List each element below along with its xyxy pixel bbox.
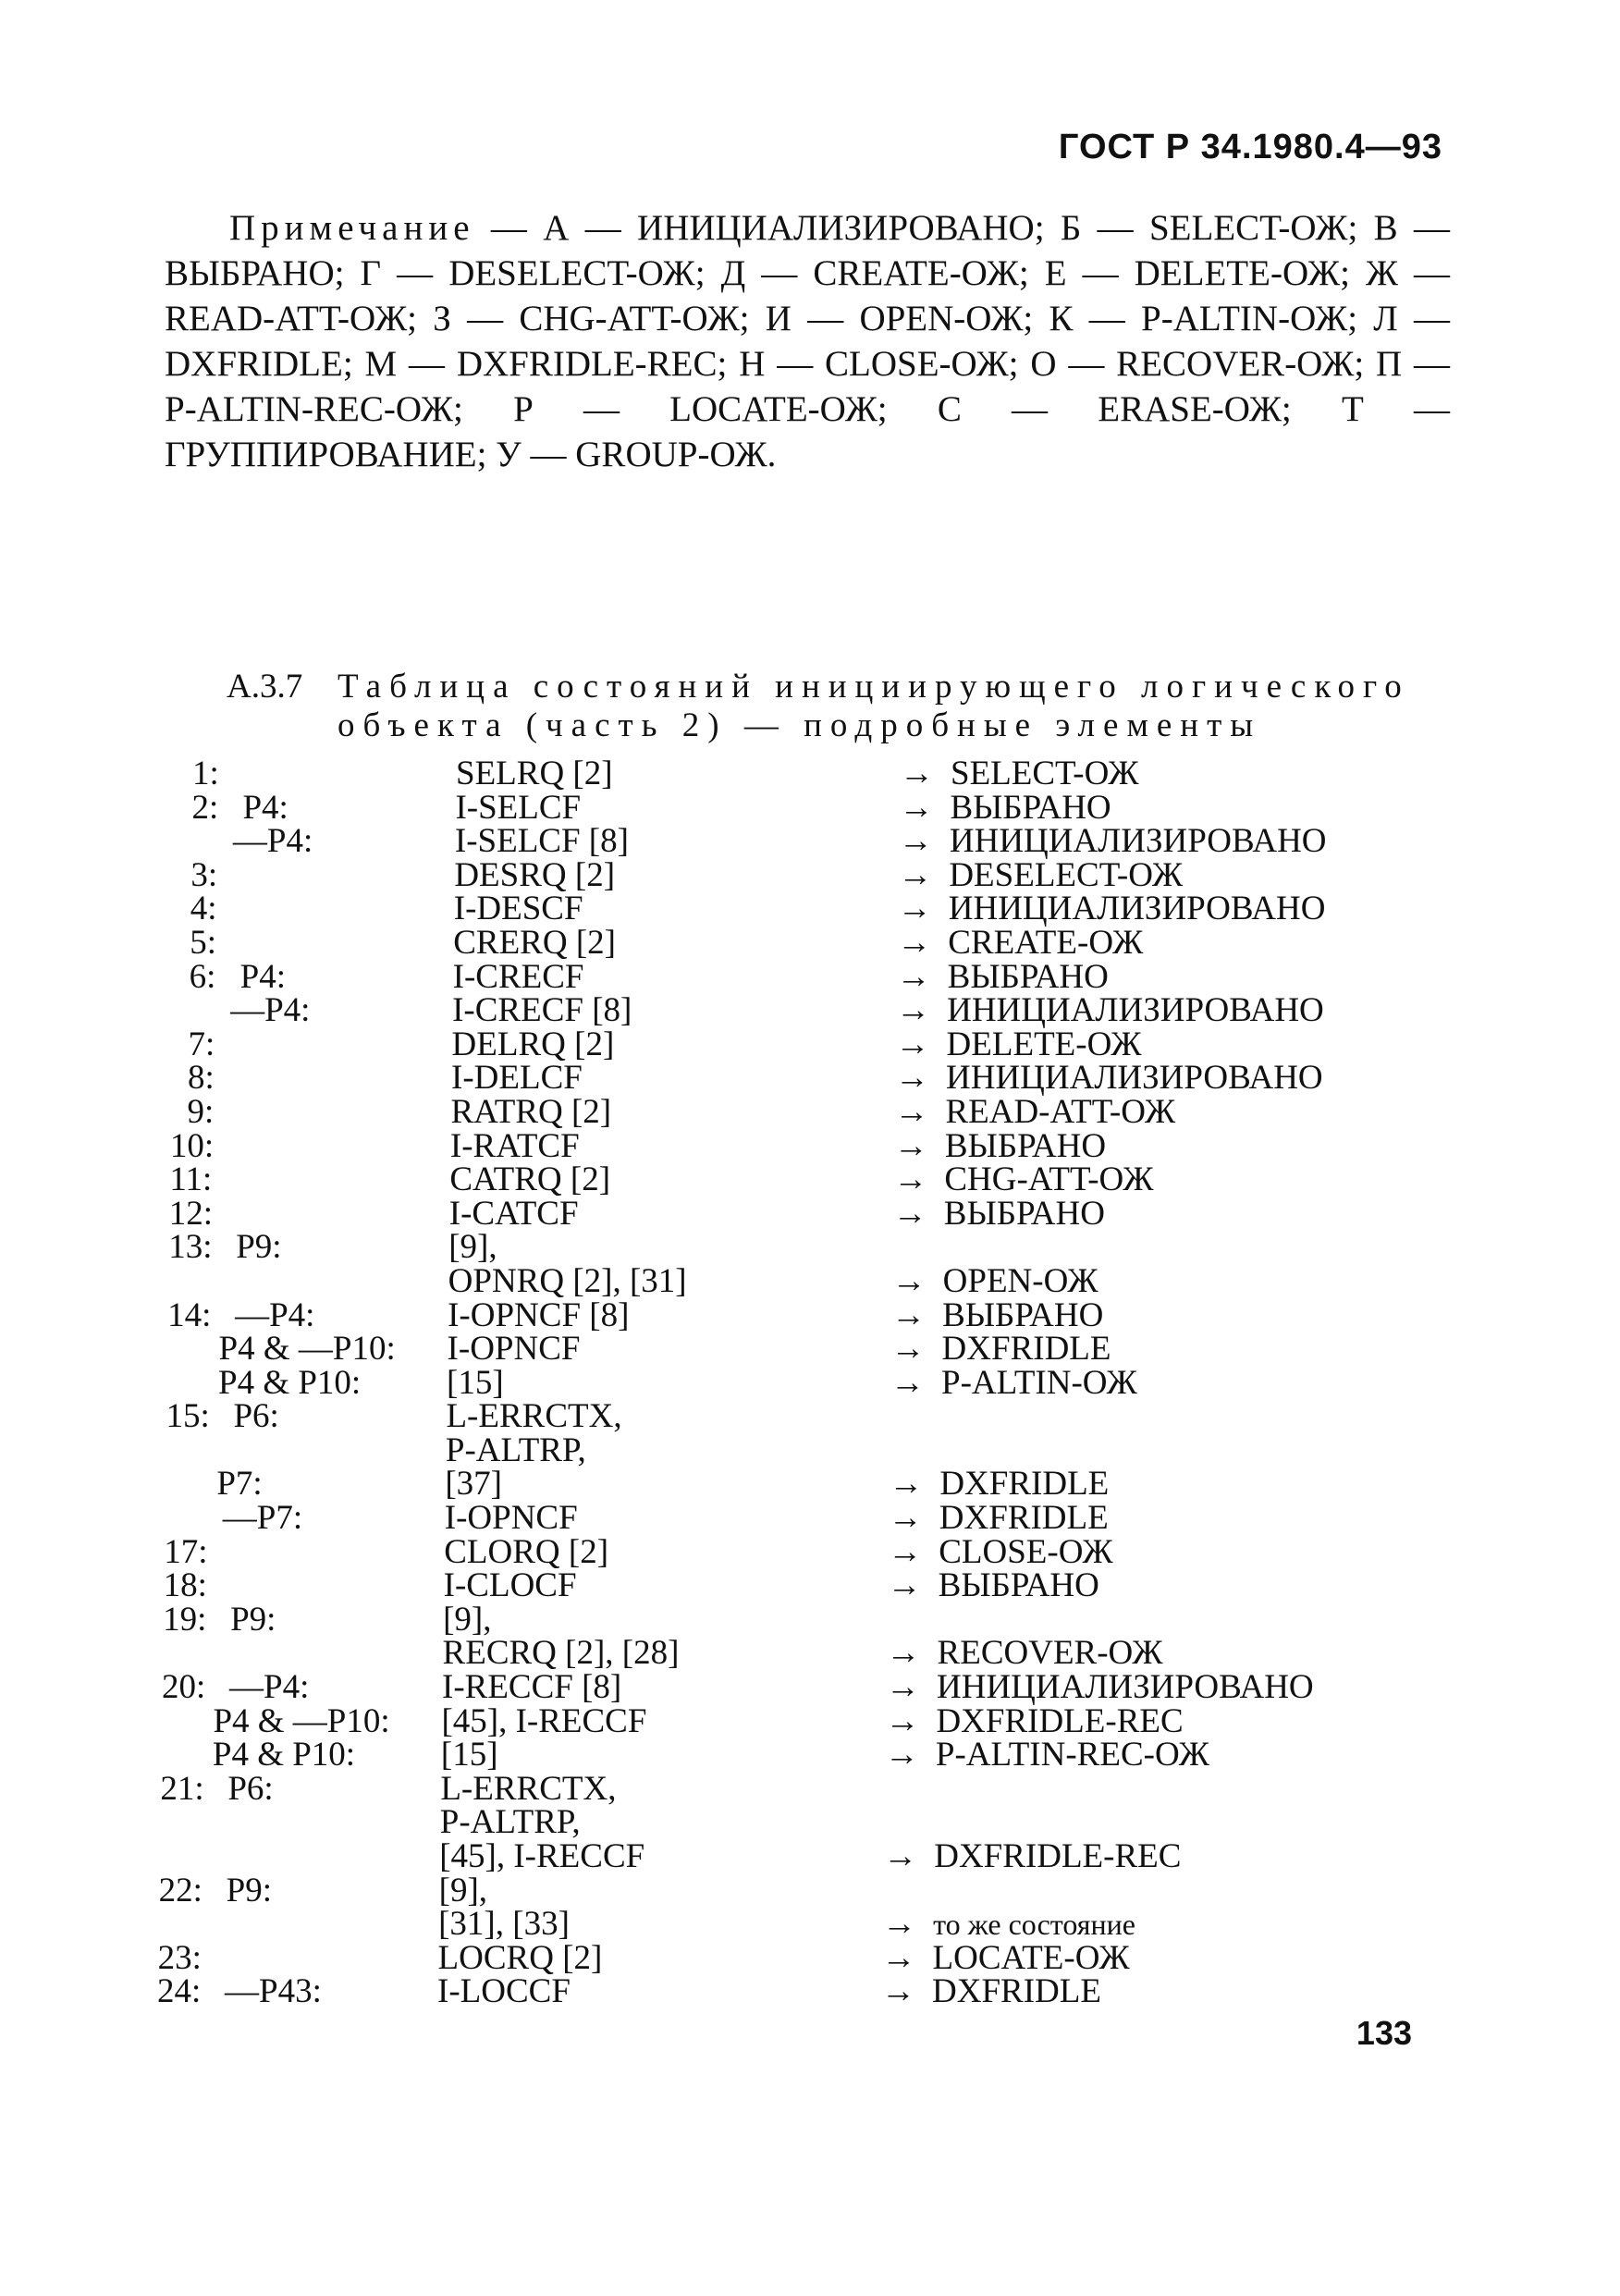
result-state: ИНИЦИАЛИЗИРОВАНО: [946, 1059, 1323, 1098]
row-result: [885, 1737, 1209, 1772]
result-state: SELECT-ОЖ: [951, 755, 1139, 792]
row-number: 8:: [188, 1059, 215, 1098]
result-state: OPEN-ОЖ: [942, 1261, 1098, 1300]
arrow-icon: →: [885, 1701, 920, 1740]
row-number: 9:: [187, 1092, 215, 1131]
row-result: [894, 1092, 1176, 1131]
result-state: ВЫБРАНО: [944, 1126, 1107, 1165]
result-state: ВЫБРАНО: [950, 788, 1111, 827]
row-result: [900, 756, 1139, 791]
arrow-icon: →: [892, 1194, 927, 1233]
table-row: [165, 1330, 1459, 1369]
table-row: [165, 1803, 1459, 1842]
row-action: RATRQ [2]: [450, 1092, 612, 1131]
row-number: 3:: [190, 855, 218, 894]
row-condition: —P4:: [232, 822, 313, 861]
table-row: [165, 1397, 1459, 1436]
result-state: ИНИЦИАЛИЗИРОВАНО: [937, 1668, 1314, 1707]
row-number: 6:: [189, 957, 216, 996]
arrow-icon: →: [895, 1059, 929, 1098]
table-row: [165, 1602, 1459, 1637]
table-row: [165, 1905, 1459, 1944]
row-action: I-SELCF [8]: [454, 822, 629, 861]
result-state: DESELECT-ОЖ: [949, 855, 1184, 894]
row-result: [886, 1634, 1163, 1673]
row-condition: P6:: [233, 1397, 279, 1436]
row-action: I-CRECF: [452, 957, 584, 996]
row-result: [896, 957, 1109, 996]
row-action: CLORQ [2]: [444, 1532, 609, 1571]
row-number: 7:: [188, 1025, 215, 1063]
row-number: 12:: [168, 1194, 214, 1233]
result-state: ВЫБРАНО: [943, 1194, 1105, 1233]
result-state: то же состояние: [933, 1908, 1135, 1942]
arrow-icon: →: [893, 1160, 928, 1199]
row-condition: —P4:: [235, 1295, 315, 1334]
result-state: READ-ATT-ОЖ: [945, 1092, 1176, 1131]
row-number: 19:: [163, 1600, 207, 1639]
arrow-icon: →: [882, 1905, 917, 1944]
arrow-icon: →: [895, 1025, 930, 1063]
arrow-icon: →: [900, 755, 934, 792]
table-row: [165, 1430, 1459, 1469]
row-result: [898, 822, 1327, 861]
row-number: 2:: [191, 788, 219, 827]
result-state: ИНИЦИАЛИЗИРОВАНО: [949, 822, 1327, 861]
row-action: CRERQ [2]: [453, 923, 616, 962]
note-text: — А — ИНИЦИАЛИЗИРОВАНО; Б — SELECT-ОЖ; В — ВЫБРАНО; Г — DESELECT-ОЖ; Д — CREATE-ОЖ; Е — DELETE-ОЖ; Ж — READ-ATT-ОЖ; З — CHG-ATT-ОЖ; И — OPEN-ОЖ; К — P-ALTIN-ОЖ; Л — DXFRIDLE; М — DXFRIDLE-REC; Н — CLOSE-ОЖ; О — RECOVER-ОЖ; П — P-ALTIN-REC-ОЖ; Р — LOCATE-ОЖ; С — ERASE-ОЖ; Т — ГРУППИРОВАНИЕ; У — GROUP-ОЖ.: [165, 208, 1450, 474]
row-number: 20:: [162, 1668, 206, 1707]
table-row: [165, 1737, 1459, 1772]
table-row: [165, 1634, 1459, 1673]
row-action: [9],: [443, 1600, 492, 1639]
result-state: CREATE-ОЖ: [948, 923, 1144, 962]
row-number: 10:: [169, 1126, 215, 1165]
row-result: [898, 891, 1326, 926]
table-row: [165, 1228, 1459, 1267]
row-condition: P9:: [236, 1228, 282, 1267]
table-row: [165, 1701, 1459, 1740]
row-result: [881, 1972, 1101, 2011]
row-action: I-CLOCF: [443, 1566, 577, 1605]
arrow-icon: →: [881, 1972, 915, 2011]
row-result: [896, 991, 1324, 1030]
row-result: [882, 1907, 1135, 1942]
result-state: ВЫБРАНО: [942, 1295, 1104, 1334]
row-action: P-ALTRP,: [445, 1430, 586, 1469]
arrow-icon: →: [886, 1634, 921, 1673]
row-action: RECRQ [2], [28]: [442, 1634, 680, 1673]
row-action: LOCRQ [2]: [437, 1938, 603, 1977]
row-result: [890, 1330, 1111, 1369]
row-number: 4:: [190, 890, 217, 928]
caption-text: Таблица состояний инициирующего логического объекта (часть 2) — подробные элементы: [338, 668, 1410, 744]
row-result: [891, 1295, 1104, 1334]
table-row: [165, 1839, 1459, 1873]
row-result: [897, 923, 1144, 962]
table-row: [165, 1027, 1459, 1062]
row-condition: —P4:: [230, 991, 311, 1030]
table-row: [157, 1972, 1459, 2011]
table-row: [165, 1261, 1459, 1300]
row-result: [883, 1839, 1181, 1873]
table-row: [165, 991, 1459, 1030]
row-condition: P7:: [216, 1465, 263, 1504]
row-action: [45], I-RECCF: [441, 1701, 647, 1740]
row-action: I-DESCF: [453, 890, 583, 928]
table-row: [162, 1668, 1459, 1707]
row-condition: —P7:: [222, 1499, 303, 1538]
table-row: [165, 822, 1459, 861]
arrow-icon: →: [897, 923, 932, 962]
row-result: [887, 1566, 1099, 1605]
table-row: [165, 1499, 1459, 1538]
result-state: DXFRIDLE: [941, 1330, 1111, 1369]
arrow-icon: →: [896, 957, 931, 996]
row-action: I-RATCF: [449, 1126, 580, 1165]
row-result: [893, 1126, 1107, 1165]
row-condition: P4:: [242, 788, 288, 827]
arrow-icon: →: [894, 1092, 929, 1131]
table-row: [158, 1871, 1459, 1909]
result-state: DXFRIDLE-REC: [934, 1837, 1182, 1875]
result-state: DXFRIDLE: [939, 1465, 1110, 1504]
table-row: [165, 1162, 1459, 1197]
row-condition: —P4:: [229, 1668, 310, 1707]
result-state: CLOSE-ОЖ: [939, 1532, 1113, 1571]
document-header: ГОСТ Р 34.1980.4—93: [1058, 128, 1442, 166]
arrow-icon: →: [887, 1566, 922, 1605]
row-number: 18:: [163, 1566, 207, 1605]
row-action: I-LOCCF: [437, 1972, 571, 2011]
row-number: 11:: [169, 1160, 213, 1199]
row-action: CATRQ [2]: [449, 1160, 611, 1199]
arrow-icon: →: [888, 1532, 923, 1571]
row-result: [899, 788, 1111, 827]
row-condition: P9:: [230, 1600, 276, 1639]
result-state: ВЫБРАНО: [938, 1566, 1099, 1605]
row-number: 13:: [168, 1228, 213, 1267]
result-state: P-ALTIN-ОЖ: [941, 1363, 1137, 1402]
arrow-icon: →: [899, 788, 934, 827]
page-number: 133: [1356, 2014, 1412, 2052]
row-condition: P4 & P10:: [212, 1736, 356, 1774]
row-action: I-OPNCF: [444, 1499, 578, 1538]
row-action: DELRQ [2]: [451, 1025, 615, 1063]
table-row: [165, 1126, 1459, 1165]
row-action: I-CRECF [8]: [452, 991, 632, 1030]
row-action: [31], [33]: [438, 1905, 570, 1944]
row-action: DESRQ [2]: [454, 855, 616, 894]
row-number: 17:: [164, 1532, 208, 1571]
caption-number: А.3.7: [227, 668, 303, 706]
table-row: [165, 1194, 1459, 1233]
arrow-icon: →: [898, 855, 933, 894]
arrow-icon: →: [886, 1668, 920, 1707]
row-action: [37]: [445, 1465, 502, 1504]
row-condition: P6:: [227, 1769, 274, 1808]
row-action: OPNRQ [2], [31]: [448, 1261, 687, 1300]
note-heading: Примечание: [229, 208, 475, 248]
result-state: CHG-ATT-ОЖ: [944, 1160, 1154, 1199]
result-state: DXFRIDLE-REC: [936, 1701, 1184, 1740]
result-state: ИНИЦИАЛИЗИРОВАНО: [947, 991, 1324, 1030]
table-row: [165, 957, 1459, 996]
row-number: 23:: [157, 1938, 202, 1977]
row-result: [890, 1363, 1137, 1402]
row-condition: P4 & —P10:: [213, 1701, 390, 1740]
row-action: [45], I-RECCF: [439, 1837, 645, 1875]
row-result: [891, 1261, 1098, 1300]
result-state: RECOVER-ОЖ: [937, 1634, 1163, 1673]
arrow-icon: →: [884, 1736, 919, 1774]
arrow-icon: →: [881, 1938, 916, 1977]
row-condition: P4 & P10:: [218, 1363, 362, 1402]
table-row: [165, 1059, 1459, 1098]
table-row: [165, 788, 1459, 827]
arrow-icon: →: [890, 1330, 926, 1369]
row-result: [893, 1162, 1153, 1197]
result-state: DXFRIDLE: [932, 1972, 1101, 2011]
row-number: 14:: [167, 1295, 212, 1334]
arrow-icon: →: [890, 1363, 925, 1402]
row-action: [9],: [438, 1871, 488, 1909]
arrow-icon: →: [896, 991, 931, 1030]
arrow-icon: →: [888, 1499, 923, 1538]
row-result: [896, 1027, 1142, 1062]
row-result: [898, 855, 1184, 894]
row-action: SELRQ [2]: [456, 755, 613, 792]
arrow-icon: →: [889, 1465, 924, 1504]
row-result: [888, 1499, 1109, 1538]
arrow-icon: →: [898, 822, 933, 861]
result-state: LOCATE-ОЖ: [932, 1938, 1130, 1977]
row-result: [886, 1668, 1314, 1707]
table-row: [165, 1363, 1459, 1402]
row-condition: P9:: [226, 1871, 273, 1909]
arrow-icon: →: [891, 1295, 927, 1334]
row-action: [15]: [440, 1736, 498, 1774]
table-row: [165, 923, 1459, 962]
row-result: [885, 1701, 1184, 1740]
table-row: [164, 1532, 1459, 1571]
row-action: [15]: [447, 1363, 504, 1402]
row-action: I-SELCF: [455, 788, 582, 827]
note-paragraph: [165, 205, 1450, 477]
table-row: [165, 891, 1459, 926]
row-action: P-ALTRP,: [439, 1803, 581, 1842]
result-state: ИНИЦИАЛИЗИРОВАНО: [948, 890, 1326, 928]
row-number: 21:: [160, 1769, 204, 1808]
row-result: [892, 1194, 1105, 1233]
row-number: 5:: [190, 923, 216, 962]
row-condition: P4:: [239, 957, 287, 996]
row-result: [881, 1938, 1130, 1977]
arrow-icon: →: [883, 1837, 918, 1875]
row-action: L-ERRCTX,: [440, 1769, 617, 1808]
table-row: [165, 1465, 1459, 1504]
result-state: P-ALTIN-REC-ОЖ: [935, 1736, 1209, 1774]
row-number: 22:: [158, 1871, 202, 1909]
table-row: [165, 1092, 1459, 1131]
table-row: [163, 1566, 1459, 1605]
row-condition: P4 & —P10:: [218, 1330, 396, 1369]
result-state: DXFRIDLE: [939, 1499, 1109, 1538]
row-action: I-CATCF: [448, 1194, 579, 1233]
arrow-icon: →: [893, 1126, 928, 1165]
result-state: ВЫБРАНО: [947, 957, 1109, 996]
row-action: I-RECCF [8]: [442, 1668, 622, 1707]
row-action: I-DELCF: [451, 1059, 583, 1098]
row-number: 24:: [157, 1972, 202, 2011]
table-row: [165, 855, 1459, 894]
table-row: [157, 1938, 1459, 1977]
table-row: [160, 1769, 1459, 1808]
table-row: [165, 1295, 1459, 1334]
row-number: 1:: [192, 755, 219, 792]
row-action: L-ERRCTX,: [446, 1397, 622, 1436]
row-action: I-OPNCF: [447, 1330, 581, 1369]
arrow-icon: →: [891, 1261, 927, 1300]
row-number: 15:: [166, 1397, 210, 1436]
arrow-icon: →: [897, 890, 932, 928]
row-action: I-OPNCF [8]: [448, 1295, 630, 1334]
state-table: [157, 755, 1459, 2011]
row-result: [888, 1532, 1113, 1571]
row-condition: —P43:: [225, 1972, 322, 2011]
row-result: [889, 1465, 1110, 1504]
table-row: [165, 756, 1459, 791]
row-action: [9],: [448, 1228, 497, 1267]
row-result: [895, 1059, 1323, 1098]
result-state: DELETE-ОЖ: [946, 1025, 1142, 1063]
